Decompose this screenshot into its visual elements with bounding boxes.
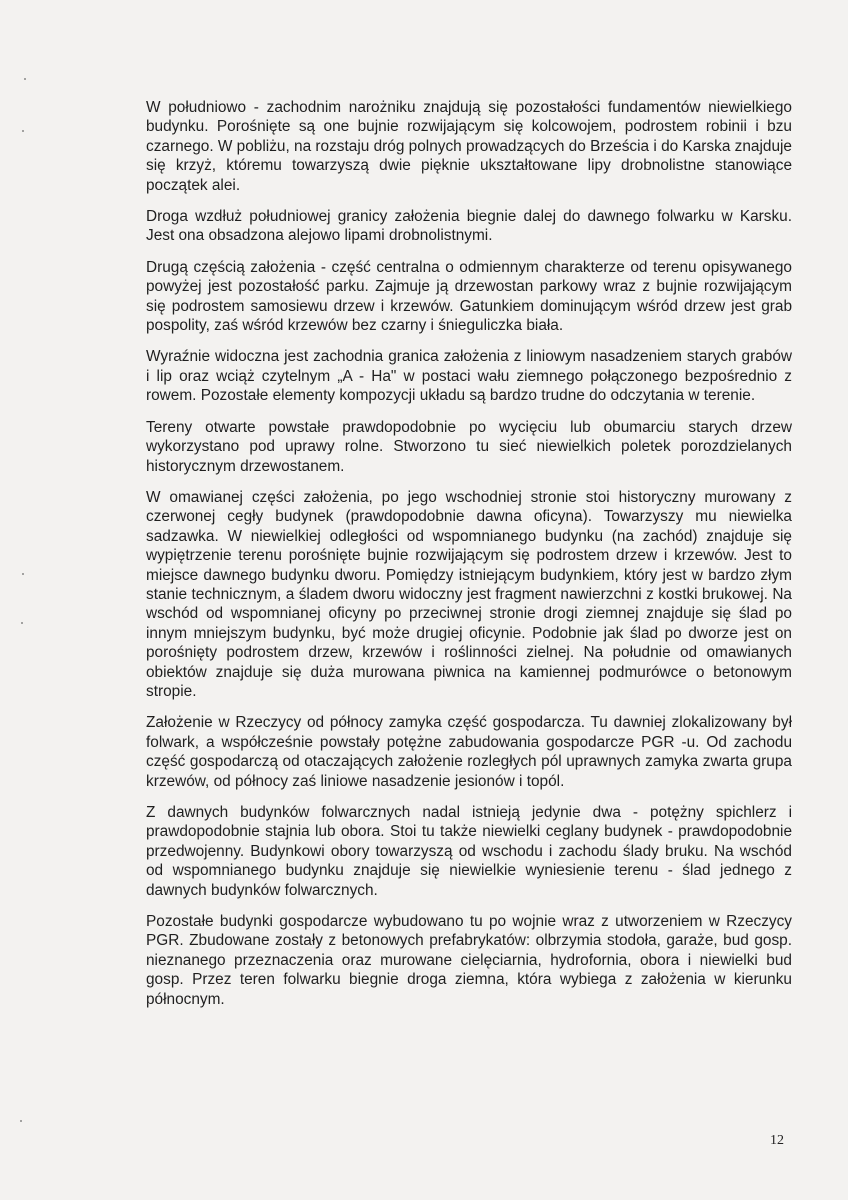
scan-speck xyxy=(24,78,26,80)
paragraph-1: W południowo - zachodnim narożniku znajdują się pozostałości fundamentów niewielkiego budynku. Porośnięte są one bujnie rozwijającym się kolcowojem, podrostem robinii i bzu czarnego. W pobliżu, na rozstaju dróg polnych prowadzących do Brześcia i do Karska znajduje się krzyż, któremu towarzyszą dwie pięknie ukształtowane lipy drobnolistne stanowiące początek alei. xyxy=(146,99,792,194)
paragraph-4: Wyraźnie widoczna jest zachodnia granica założenia z liniowym nasadzeniem starych grabów i lip oraz wciąż czytelnym „A - Ha" w postaci wału ziemnego połączonego bezpośrednio z rowem. Pozostałe elementy kompozycji układu są bardzo trudne do odczytania w terenie. xyxy=(146,348,792,405)
paragraph-3: Drugą częścią założenia - część centralna o odmiennym charakterze od terenu opisywanego powyżej jest pozostałość parku. Zajmuje ją drzewostan parkowy wraz z bujnie rozwijającym się podrostem samosiewu drzew i krzewów. Gatunkiem dominującym wśród drzew jest grab pospolity, zaś wśród krzewów bez czarny i śnieguliczka biała. xyxy=(146,258,792,335)
scan-speck xyxy=(22,573,24,575)
paragraph-2: Droga wzdłuż południowej granicy założenia biegnie dalej do dawnego folwarku w Karsku. Jest ona obsadzona alejowo lipami drobnolistnymi. xyxy=(146,208,792,245)
scan-speck xyxy=(21,622,23,624)
paragraph-9: Pozostałe budynki gospodarcze wybudowano tu po wojnie wraz z utworzeniem w Rzeczycy PGR. Zbudowane zostały z betonowych prefabrykatów: olbrzymia stodoła, garaże, bud gosp. nieznanego przeznaczenia oraz murowane cielęciarnia, hydrofornia, obora i niewielki bud gosp. Przez teren folwarku biegnie droga ziemna, która wybiega z założenia w kierunku północnym. xyxy=(146,913,792,1008)
paragraph-5: Tereny otwarte powstałe prawdopodobnie po wycięciu lub obumarciu starych drzew wykorzystano pod uprawy rolne. Stworzono tu sieć niewielkich poletek porozdzielanych historycznym drzewostanem. xyxy=(146,418,792,475)
paragraph-6: W omawianej części założenia, po jego wschodniej stronie stoi historyczny murowany z czerwonej cegły budynek (prawdopodobnie dawna oficyna). Towarzyszy mu niewielka sadzawka. W niewielkiej odległości od wspomnianego budynku (na zachód) znajduje się wypiętrzenie terenu porośnięte bujnie rozwijającym się podrostem drzew i krzewów. Jest to miejsce dawnego budynku dworu. Pomiędzy istniejącym budynkiem, który jest w bardzo złym stanie technicznym, a śladem dworu widoczny jest fragment nawierzchni z kostki brukowej. Na wschód od wspomnianej oficyny po przeciwnej stronie drogi ziemnej znajduje się ślad po innym mniejszym budynku, być może drugiej oficynie. Podobnie jak ślad po dworze jest on porośnięty podrostem drzew, krzewów i roślinności zielnej. Na południe od omawianych obiektów znajduje się duża murowana piwnica na kamiennej podmurówce o betonowym stropie. xyxy=(146,488,792,700)
scan-speck xyxy=(22,130,24,132)
page-number: 12 xyxy=(770,1133,784,1148)
scan-speck xyxy=(20,1120,22,1122)
paragraph-8: Z dawnych budynków folwarcznych nadal istnieją jedynie dwa - potężny spichlerz i prawdopodobnie stajnia lub obora. Stoi tu także niewielki ceglany budynek - prawdopodobnie przedwojenny. Budynkowi obory towarzyszą od wschodu i zachodu ślady bruku. Na wschód od wspomnianego budynku znajduje się niewielkie wyniesienie terenu - ślad jednego z dawnych budynków folwarcznych. xyxy=(146,804,792,899)
document-body xyxy=(146,98,792,1021)
paragraph-7: Założenie w Rzeczycy od północy zamyka część gospodarcza. Tu dawniej zlokalizowany był folwark, a współcześnie powstały potężne zabudowania gospodarcze PGR -u. Od zachodu część gospodarczą od otaczających założenie rozległych pól uprawnych zamyka zwarta grupa krzewów, od północy zaś liniowe nasadzenie jesionów i topól. xyxy=(146,714,792,790)
